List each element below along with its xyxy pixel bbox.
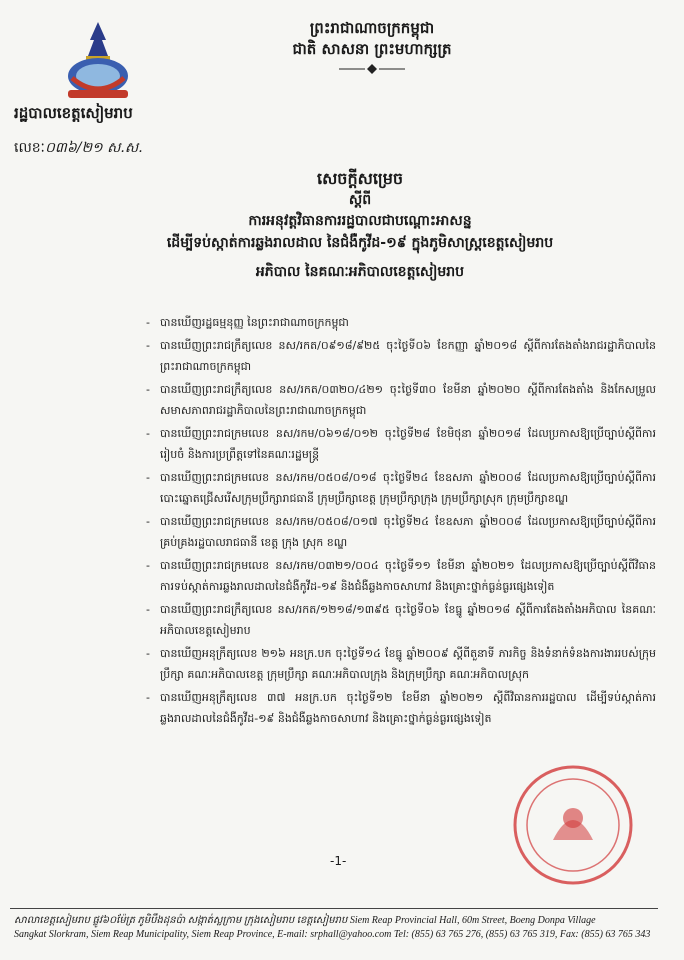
title-line-3: ការអនុវត្តវិធានការរដ្ឋបាលជាបណ្តោះអាសន្ន (248, 213, 472, 229)
footer-address (14, 914, 674, 942)
list-item: - បានឃើញព្រះរាជក្រឹត្យលេខ នស/រកត/១២១៨/១៣៩៥ ចុះថ្ងៃទី០៦ ខែធ្នូ ឆ្នាំ២០១៨ ស្តីពីការតែងតាំងអភិបាល នៃគណៈអភិបាលខេត្តសៀមរាប (146, 599, 656, 641)
provincial-emblem-icon (58, 18, 138, 104)
title-line-2: ស្តីពី (348, 192, 372, 208)
list-item: - បានឃើញរដ្ឋធម្មនុញ្ញ នៃព្រះរាជាណាចក្រកម្ពុជា (146, 312, 656, 333)
letterhead (262, 18, 482, 81)
issuing-authority: រដ្ឋបាលខេត្តសៀមរាប (14, 104, 133, 122)
list-item: - បានឃើញអនុក្រឹត្យលេខ ២១៦ អនក្រ.បក ចុះថ្ងៃទី១៤ ខែធ្នូ ឆ្នាំ២០០៩ ស្តីពីតួនាទី ភារកិច្ច និងទំនាក់ទំនងការងាររបស់ក្រុមប្រឹក្សា គណៈអភិបាលខេត្ត ក្រុមប្រឹក្សា គណៈអភិបាលក្រុង និងក្រុមប្រឹក្សា គណៈអភិបាលស្រុក (146, 643, 656, 685)
list-item: - បានឃើញព្រះរាជក្រមលេខ នស/រកម/០៥០៨/០១៨ ចុះថ្ងៃទី២៤ ខែឧសភា ឆ្នាំ២០០៨ ដែលប្រកាសឱ្យប្រើច្បាប់ស្តីពីការបោះឆ្នោតជ្រើសរើសក្រុមប្រឹក្សារាជធានី ក្រុមប្រឹក្សាខេត្ត ក្រុមប្រឹក្សាក្រុង ក្រុមប្រឹក្សាស្រុក ក្រុមប្រឹក្សាខណ្ឌ (146, 467, 656, 509)
title-line-1: សេចក្តីសម្រេច (316, 169, 403, 188)
national-motto: ជាតិ សាសនា ព្រះមហាក្សត្រ (292, 40, 452, 58)
footer-divider (10, 908, 658, 909)
authority-line: អភិបាល នៃគណៈអភិបាលខេត្តសៀមរាប (255, 264, 465, 280)
list-item: - បានឃើញព្រះរាជក្រឹត្យលេខ នស/រកត/០៩១៨/៩២៥ ចុះថ្ងៃទី០៦ ខែកញ្ញា ឆ្នាំ២០១៨ ស្តីពីការតែងតាំងរាជរដ្ឋាភិបាលនៃព្រះរាជាណាចក្រកម្ពុជា (146, 335, 656, 377)
reference-number (14, 138, 143, 159)
ornament-divider-icon (337, 63, 407, 75)
footer-line-1: សាលាខេត្តសៀមរាប ផ្លូវ៦០ម៉ែត្រ ភូមិបឹងដុនប៉ា សង្កាត់ស្លក្រាម ក្រុងសៀមរាប ខេត្តសៀមរាប Siem Reap Provincial Hall, 60m Street, Boeng Donpa Village (14, 915, 596, 926)
reference-value: ០៣៦/២១ ស.ស. (44, 140, 143, 156)
page-number: -1- (330, 854, 347, 868)
list-item: - បានឃើញព្រះរាជក្រមលេខ នស/រកម/០៣២១/០០៤ ចុះថ្ងៃទី១១ ខែមីនា ឆ្នាំ២០២១ ដែលប្រកាសឱ្យប្រើច្បាប់ស្តីពីវិធានការទប់ស្កាត់ការឆ្លងរាលដាលនៃជំងឺកូវីដ-១៩ និងជំងឺឆ្លងកាចសាហាវ និងគ្រោះថ្នាក់ធ្ងន់ធ្ងរផ្សេងទៀត (146, 555, 656, 597)
official-seal-icon (508, 760, 638, 890)
preamble-list (146, 312, 656, 731)
reference-label: លេខៈ (14, 140, 45, 156)
kingdom-title: ព្រះរាជាណាចក្រកម្ពុជា (309, 19, 435, 37)
list-item: - បានឃើញអនុក្រឹត្យលេខ ៣៧ អនក្រ.បក ចុះថ្ងៃទី១២ ខែមីនា ឆ្នាំ២០២១ ស្តីពីវិធានការរដ្ឋបាល ដើម្បីទប់ស្កាត់ការឆ្លងរាលដាលនៃជំងឺកូវីដ-១៩ និងជំងឺឆ្លងកាចសាហាវ និងគ្រោះថ្នាក់ធ្ងន់ធ្ងរផ្សេងទៀត (146, 687, 656, 729)
title-line-4: ដើម្បីទប់ស្កាត់ការឆ្លងរាលដាល នៃជំងឺកូវីដ-១៩ ក្នុងភូមិសាស្ត្រខេត្តសៀមរាប (166, 235, 554, 251)
list-item: - បានឃើញព្រះរាជក្រមលេខ នស/រកម/០៦១៨/០១២ ចុះថ្ងៃទី២៨ ខែមិថុនា ឆ្នាំ២០១៨ ដែលប្រកាសឱ្យប្រើច្បាប់ស្តីពីការរៀបចំ និងការប្រព្រឹត្តទៅនៃគណៈរដ្ឋមន្ត្រី (146, 423, 656, 465)
footer-line-2: Sangkat Slorkram, Siem Reap Municipality, Siem Reap Province, E-mail: srphall@yahoo.com Tel: (855) 63 765 276, (855) 63 765 319, Fax: (855) 63 765 343 (14, 929, 651, 940)
list-item: - បានឃើញព្រះរាជក្រមលេខ នស/រកម/០៥០៨/០១៧ ចុះថ្ងៃទី២៤ ខែឧសភា ឆ្នាំ២០០៨ ដែលប្រកាសឱ្យប្រើច្បាប់ស្តីពីការគ្រប់គ្រងរដ្ឋបាលរាជធានី ខេត្ត ក្រុង ស្រុក ខណ្ឌ (146, 511, 656, 553)
decision-title (150, 168, 570, 254)
list-item: - បានឃើញព្រះរាជក្រឹត្យលេខ នស/រកត/០៣២០/៤២១ ចុះថ្ងៃទី៣០ ខែមីនា ឆ្នាំ២០២០ ស្តីពីការតែងតាំង និងកែសម្រួលសមាសភាពរាជរដ្ឋាភិបាលនៃព្រះរាជាណាចក្រកម្ពុជា (146, 379, 656, 421)
